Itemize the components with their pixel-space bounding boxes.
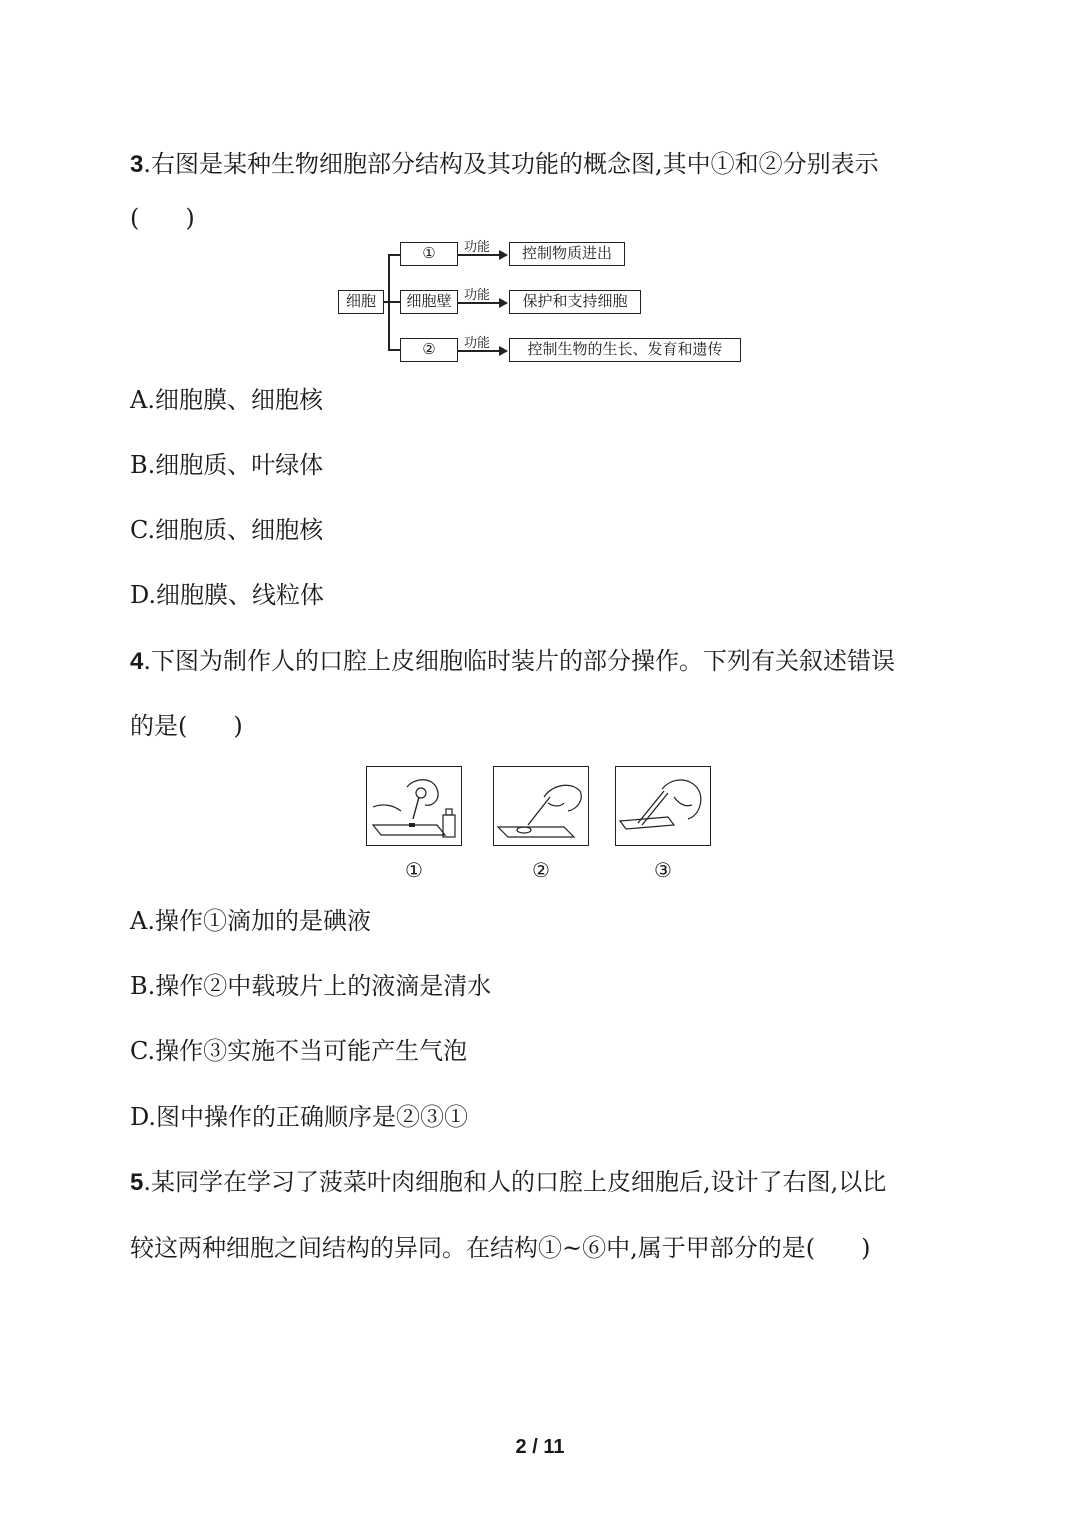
q3-option-b: B.细胞质、叶绿体 [130, 451, 324, 479]
q3-answer-paren [130, 202, 195, 234]
tweezers-hand-illustration [616, 767, 709, 844]
q3-option-a: A.细胞膜、细胞核 [130, 386, 323, 414]
q4-option-a: A.操作①滴加的是碘液 [130, 907, 371, 935]
q4-stem-line1 [130, 645, 895, 678]
q4-option-b: B.操作②中载玻片上的液滴是清水 [130, 972, 492, 1000]
q3-stem-line1 [130, 148, 879, 181]
q4-stem-text: .下图为制作人的口腔上皮细胞临时装片的部分操作。下列有关叙述错误 [143, 647, 895, 675]
diagram-node-2 [400, 338, 458, 362]
dropper-hand-illustration [367, 767, 460, 844]
toothpick-hand-illustration [494, 767, 587, 844]
q5-stem-line1 [130, 1166, 886, 1199]
q5-stem-line2 [130, 1232, 870, 1264]
operation-image-1 [366, 766, 462, 846]
connector [388, 349, 400, 351]
diagram-root-label: 细胞 [345, 292, 376, 310]
connector [388, 254, 400, 256]
diagram-node-1 [400, 242, 458, 266]
q4-stem-text2: 的是( [130, 712, 188, 740]
operation-image-3 [615, 766, 711, 846]
q4-option-d: D.图中操作的正确顺序是②③① [130, 1103, 469, 1131]
diagram-node-label: ① [422, 244, 436, 262]
arrow-head [499, 298, 508, 308]
concept-diagram [336, 236, 746, 366]
q4-stem-line2 [130, 710, 243, 742]
q3-number: 3 [130, 151, 144, 178]
diagram-root-box [338, 290, 384, 314]
function-box-2 [509, 290, 641, 314]
function-label: 功能 [464, 336, 491, 351]
arrow-head [499, 346, 508, 356]
connector [384, 301, 400, 303]
q3-option-d: D.细胞膜、线粒体 [130, 581, 325, 609]
connector [388, 254, 390, 350]
diagram-node-label: 细胞壁 [406, 292, 452, 310]
q5-stem-text: .某同学在学习了菠菜叶肉细胞和人的口腔上皮细胞后,设计了右图,以比 [143, 1168, 887, 1196]
function-text: 保护和支持细胞 [522, 292, 628, 310]
operation-label-2: ② [532, 858, 550, 882]
q5-stem-text2: 较这两种细胞之间结构的异同。在结构①~⑥中,属于甲部分的是( [130, 1234, 816, 1262]
paren-close: ) [185, 204, 195, 232]
function-text: 控制生物的生长、发育和遗传 [527, 340, 723, 358]
arrow-head [499, 250, 508, 260]
function-label: 功能 [464, 240, 491, 255]
page-number: 2 / 11 [515, 1436, 565, 1458]
function-label: 功能 [464, 288, 491, 303]
q4-option-c: C.操作③实施不当可能产生气泡 [130, 1037, 468, 1065]
function-box-1 [509, 242, 625, 266]
diagram-node-cell-wall [400, 290, 458, 314]
operation-image-2 [493, 766, 589, 846]
function-box-3 [509, 338, 741, 362]
diagram-node-label: ② [422, 340, 436, 358]
q4-number: 4 [130, 648, 144, 675]
q3-stem-text: .右图是某种生物细胞部分结构及其功能的概念图,其中①和②分别表示 [143, 150, 879, 178]
q3-option-c: C.细胞质、细胞核 [130, 516, 324, 544]
operation-label-1: ① [405, 858, 423, 882]
paren-close: ) [861, 1234, 871, 1262]
operation-label-3: ③ [654, 858, 672, 882]
function-text: 控制物质进出 [521, 244, 612, 262]
paren-open: ( [130, 204, 140, 232]
paren-close: ) [233, 712, 243, 740]
q5-number: 5 [130, 1169, 144, 1196]
